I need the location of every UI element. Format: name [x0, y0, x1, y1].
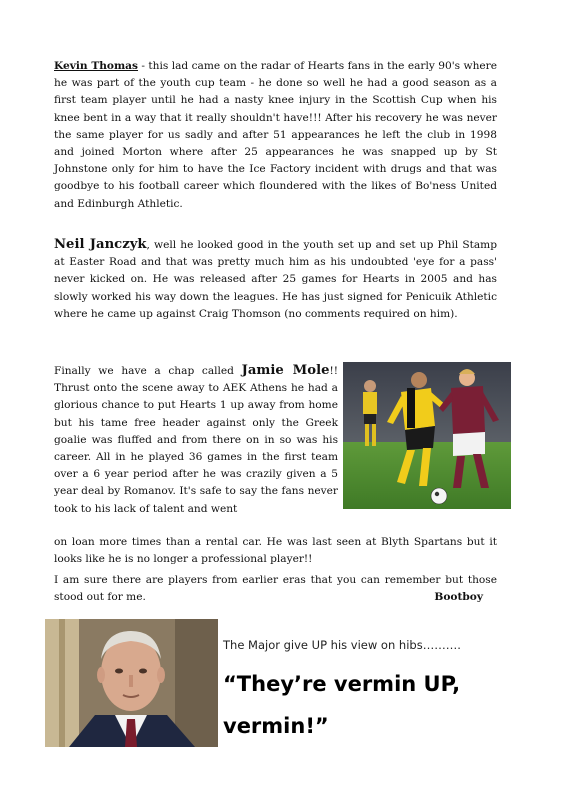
- major-caption: The Major give UP his view on hibs……….: [223, 638, 461, 652]
- player-name-jamie-mole: Jamie Mole: [241, 363, 330, 378]
- paragraph-neil-janczyk: [54, 236, 497, 323]
- paragraph-text: - this lad came on the radar of Hearts fans in the early 90's where he was part of the youth cup team - he done so well he had a good season as a first team player until he had a nasty knee injury in the Scottish Cup when his knee bent in a way that it really shouldn't have!!! After his recovery he was never the same player for us sadly and after 51 appearances he left the club in 1998 and joined Morton where after 25 appearances he was snapped up by St Johnstone only for him to have the Ice Factory incident with drugs and that was goodbye to his football career which floundered with the likes of Bo'ness United and Edinburgh Athletic.: [54, 60, 497, 210]
- major-quote-line-1: “They’re vermin UP,: [223, 672, 461, 696]
- paragraph-text: !! Thrust onto the scene away to AEK Athens he had a glorious chance to put Hearts 1 up away from home but his tame free header against only the Greek goalie was fluffed and from there on in so was his career. All in he played 36 games in the first team over a 6 year period after he was crazily given a 5 year deal by Romanov. It's safe to say the fans never took to his lack of talent and went: [54, 365, 338, 515]
- closing-paragraph: [54, 572, 497, 606]
- paragraph-kevin-thomas: [54, 58, 497, 213]
- major-quote-line-2: vermin!”: [223, 714, 329, 738]
- paragraph-jamie-mole-continued: on loan more times than a rental car. He was last seen at Blyth Spartans but it looks like he is no longer a professional player!!: [54, 536, 497, 566]
- player-name-kevin-thomas: Kevin Thomas: [54, 60, 139, 72]
- closing-text: I am sure there are players from earlier eras that you can remember but those stood out for me.: [54, 574, 497, 604]
- paragraph-jamie-mole: [54, 362, 338, 518]
- author-signature: Bootboy: [434, 591, 483, 604]
- player-name-neil-janczyk: Neil Janczyk: [54, 237, 147, 252]
- paragraph-text: , well he looked good in the youth set up and set up Phil Stamp at Easter Road and that was pretty much him as his undoubted 'eye for a pass' never kicked on. He was released after 25 games for Hearts in 2005 and has slowly worked his way down the leagues. He has just signed for Penicuik Athletic where he came up against Craig Thomson (no comments required on him).: [54, 239, 498, 320]
- paragraph-intro: Finally we have a chap called: [54, 365, 242, 377]
- football-match-photo: [343, 362, 511, 509]
- the-major-photo: [45, 619, 218, 747]
